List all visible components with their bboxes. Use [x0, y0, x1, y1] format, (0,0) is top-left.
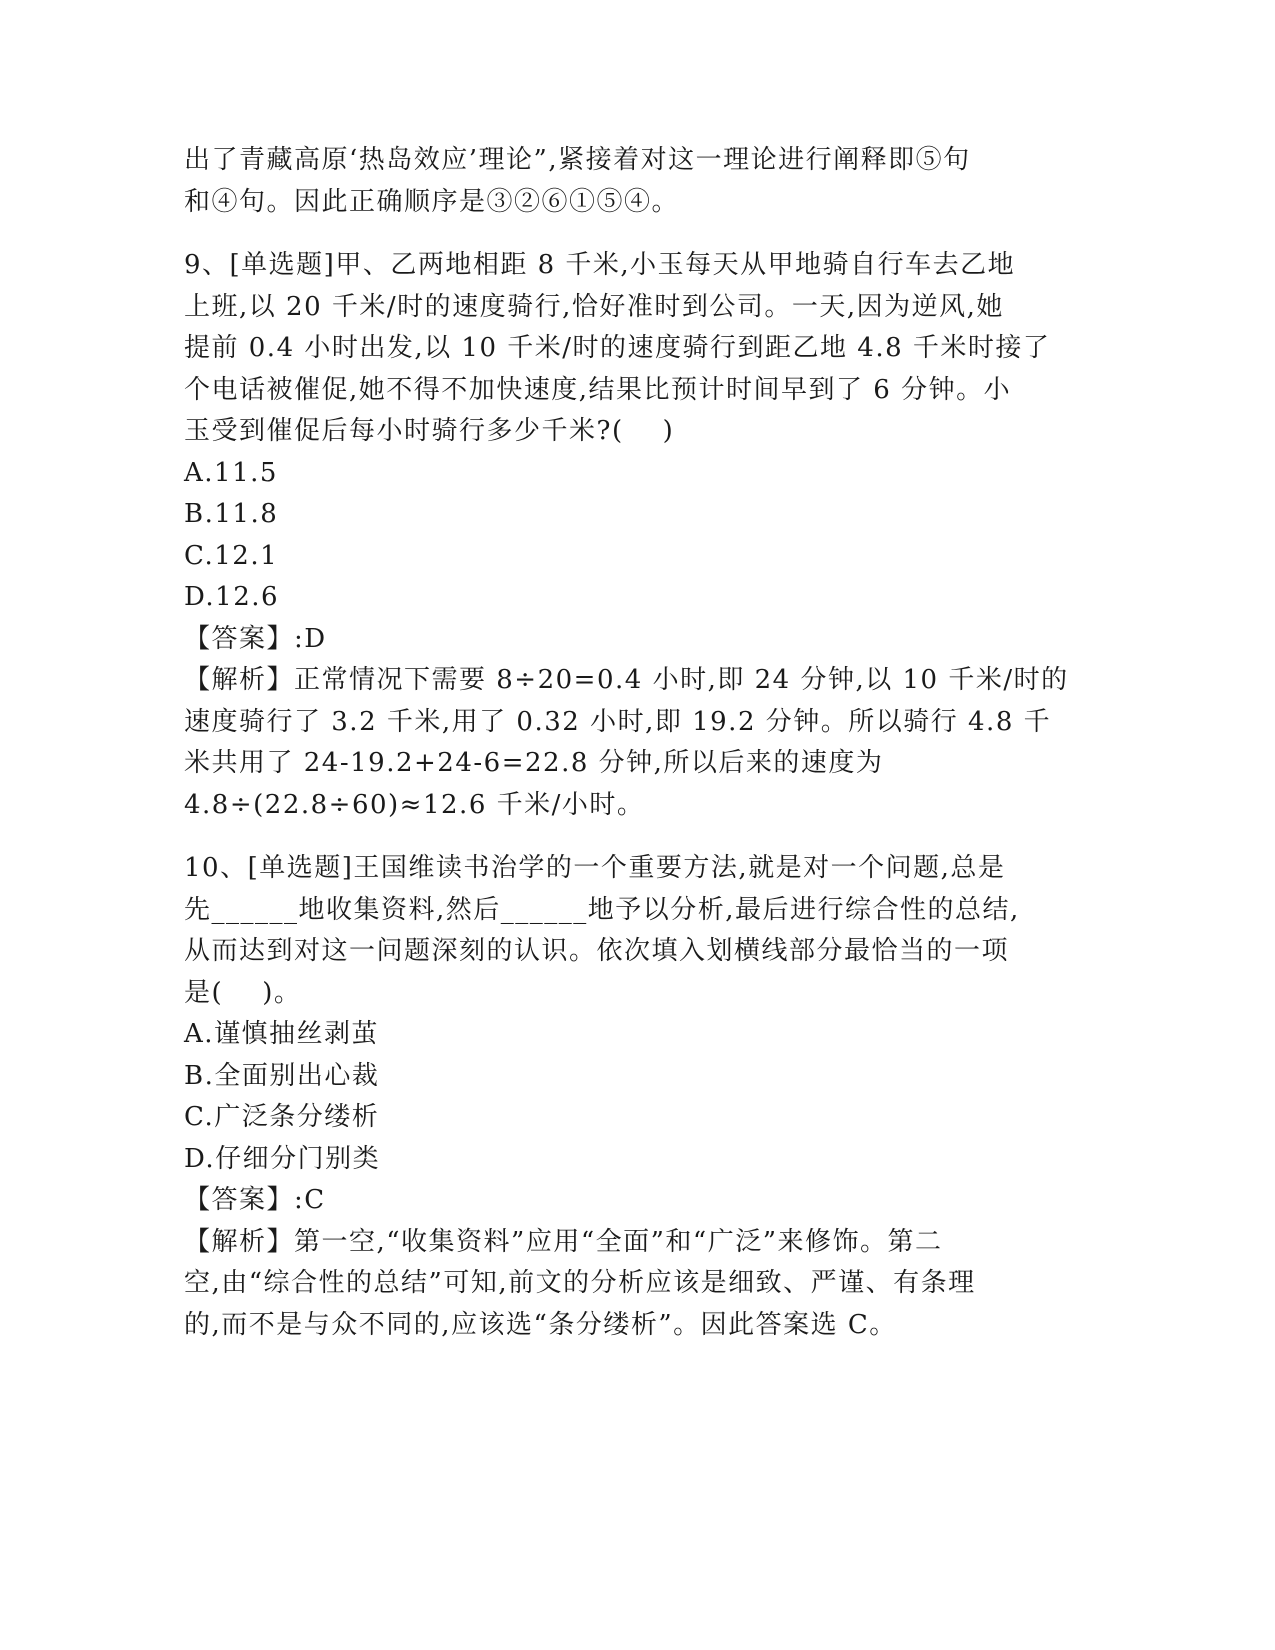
text-line: 【解析】第一空,“收集资料”应用“全面”和“广泛”来修饰。第二	[184, 1226, 943, 1257]
text-line: 个电话被催促,她不得不加快速度,结果比预计时间早到了 6 分钟。小	[184, 374, 1012, 405]
text-line: 的,而不是与众不同的,应该选“条分缕析”。因此答案选 C。	[184, 1309, 897, 1340]
question-stem	[184, 848, 1064, 1014]
analysis-block	[184, 660, 1069, 826]
option-b: B.11.8	[184, 499, 279, 529]
option-d: D.仔细分门别类	[184, 1143, 381, 1174]
question-stem	[184, 245, 1064, 453]
text-line: 玉受到催促后每小时骑行多少千米?( )	[184, 416, 675, 446]
text-line: 速度骑行了 3.2 千米,用了 0.32 小时,即 19.2 分钟。所以骑行 4.8 千	[184, 706, 1052, 737]
option-b: B.全面别出心裁	[184, 1060, 380, 1091]
text-line: 空,由“综合性的总结”可知,前文的分析应该是细致、严谨、有条理	[184, 1268, 976, 1298]
text-line: 9、[单选题]甲、乙两地相距 8 千米,小玉每天从甲地骑自行车去乙地	[184, 250, 1016, 280]
option-a: A.谨慎抽丝剥茧	[184, 1019, 380, 1049]
answer-line: 【答案】:C	[184, 1185, 326, 1215]
analysis-block	[184, 1222, 1064, 1347]
text-line: 出了青藏高原‘热岛效应’理论”,紧接着对这一理论进行阐释即⑤句	[184, 145, 971, 175]
answer-line: 【答案】:D	[184, 623, 327, 654]
text-line: 【解析】正常情况下需要 8÷20=0.4 小时,即 24 分钟,以 10 千米/时的	[184, 665, 1069, 695]
question-10	[184, 848, 1064, 1346]
question-9	[184, 245, 1069, 826]
text-line: 4.8÷(22.8÷60)≈12.6 千米/小时。	[184, 789, 645, 820]
text-line: 从而达到对这一问题深刻的认识。依次填入划横线部分最恰当的一项	[184, 936, 1010, 966]
text-line: 米共用了 24-19.2+24-6=22.8 分钟,所以后来的速度为	[184, 748, 884, 778]
text-line: 上班,以 20 千米/时的速度骑行,恰好准时到公司。一天,因为逆风,她	[184, 291, 1004, 322]
text-line: 先______地收集资料,然后______地予以分析,最后进行综合性的总结,	[184, 894, 1020, 925]
option-list	[184, 1014, 1064, 1180]
previous-analysis-tail	[184, 140, 1064, 223]
document-page	[184, 140, 1069, 1346]
option-c: C.广泛条分缕析	[184, 1102, 380, 1132]
text-line: 10、[单选题]王国维读书治学的一个重要方法,就是对一个问题,总是	[184, 853, 1006, 883]
text-line: 提前 0.4 小时出发,以 10 千米/时的速度骑行到距乙地 4.8 千米时接了	[184, 333, 1051, 363]
option-list	[184, 453, 1064, 619]
text-line: 是( )。	[184, 977, 302, 1008]
option-d: D.12.6	[184, 582, 280, 612]
option-c: C.12.1	[184, 540, 279, 571]
option-a: A.11.5	[184, 457, 278, 488]
text-line: 和④句。因此正确顺序是③②⑥①⑤④。	[184, 186, 680, 217]
